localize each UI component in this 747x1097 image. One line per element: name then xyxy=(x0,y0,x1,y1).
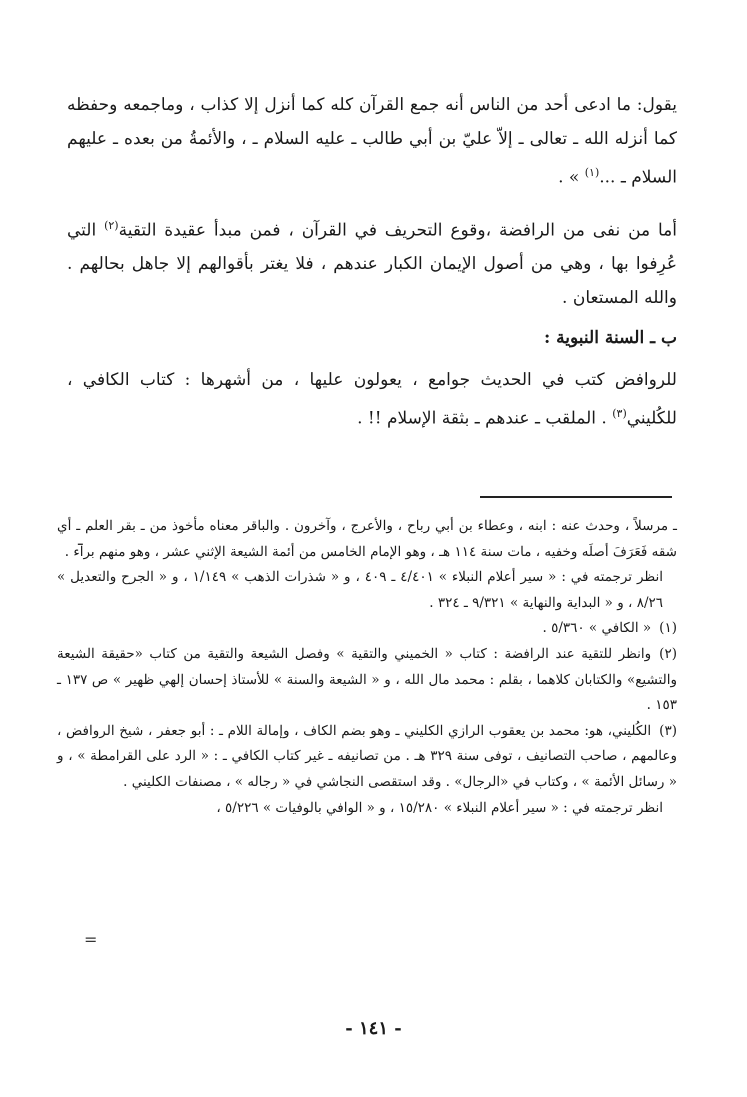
footnote-number: (١) xyxy=(659,620,677,637)
footnote-ref-2: (٢) xyxy=(104,218,119,232)
footnotes xyxy=(57,514,677,821)
footnote-1: (١)« الكافي » ٥/٣٦٠ . xyxy=(542,620,677,637)
paragraph-3: للروافض كتب في الحديث جوامع ، يعولون عليها ، من أشهرها : كتاب الكافي ، للكُليني$^{(٣)}$ . الملقب ـ عندهم ـ بثقة الإسلام !! . xyxy=(67,370,677,429)
footnote-continued: ـ مرسلاً ، وحدث عنه : ابنه ، وعطاء بن أبي رباح ، والأعرج ، وآخرون . والباقر معناه مأخوذ من ـ بقر العلم ـ أي شقه فَعَرَفَ أصلَه وخفيه ، مات سنة ١١٤ هـ ، وهو الإمام الخامس من أئمة الشيعة الإثني عشر ، وهو منهم براء . xyxy=(57,518,677,560)
footnote-number: (٢) xyxy=(659,645,677,662)
footnote-continued-refs: انظر ترجمته في : « سير أعلام النبلاء » ٤/٤٠١ ـ ٤٠٩ ، و « شذرات الذهب » ١/١٤٩ ، و « الجرح والتعديل » ٨/٢٦ ، و « البداية والنهاية » ٩/٣٢١ ـ ٣٢٤ . xyxy=(57,569,664,611)
footnote-separator xyxy=(480,496,672,498)
footnote-number: (٣) xyxy=(659,722,677,739)
footnote-3-refs: انظر ترجمته في : « سير أعلام النبلاء » ١٥/٢٨٠ ، و « الوافي بالوفيات » ٥/٢٢٦ ، xyxy=(216,799,663,816)
paragraph-2: أما من نفى من الرافضة ،وقوع التحريف في القرآن ، فمن مبدأ عقيدة التقية$^{(٢)}$ التي عُرِفوا بها ، وهي من أصول الإيمان الكبار عندهم ، فلا يغتر بأقوالهم إلا جاهل بحالهم . والله المستعان . xyxy=(67,218,677,309)
continues-next-page-mark: = xyxy=(84,930,98,949)
footnote-2: (٢)وانظر للتقية عند الرافضة : كتاب « الخميني والتقية » وفصل الشيعة والتقية من كتاب «حقيقة الشيعة والتشيع» والكتابان كلاهما ، بقلم : محمد مال الله ، و « الشيعة والسنة » للأستاذ إحسان إلهي ظهير » ص ١٣٧ ـ ١٥٣ . xyxy=(57,645,677,714)
continuation-mark: ـ xyxy=(78,530,83,549)
main-text xyxy=(67,88,677,436)
page-number: - ١٤١ - xyxy=(345,1018,402,1039)
footnote-ref-1: (١) xyxy=(584,166,600,179)
footnote-3: (٣)الكُليني، هو: محمد بن يعقوب الرازي الكليني ـ وهو بضم الكاف ، وإمالة اللام ـ : أبو جعفر ، شيخ الروافض ، وعالمهم ، صاحب التصانيف ، توفى سنة ٣٢٩ هـ . من تصانيفه ـ غير كتاب الكافي ـ : « الرد على القرامطة » ، و « رسائل الأئمة » ، وكتاب في «الرجال» . وقد استقصى النجاشي في « رجاله » ، مصنفات الكليني . xyxy=(57,722,677,790)
paragraph-1: يقول: ما ادعى أحد من الناس أنه جمع القرآن كله كما أنزل إلا كذاب ، وماجمعه وحفظه كما أنزله الله ـ تعالى ـ إلاّ عليّ بن أبي طالب ـ عليه السلام ـ ، والأئمةُ من بعده ـ عليهم السلام ـ ...$^{(١)}$ » . xyxy=(67,95,677,188)
footnote-ref-3: (٣) xyxy=(612,407,627,421)
section-heading: ب ـ السنة النبوية : xyxy=(543,328,677,349)
